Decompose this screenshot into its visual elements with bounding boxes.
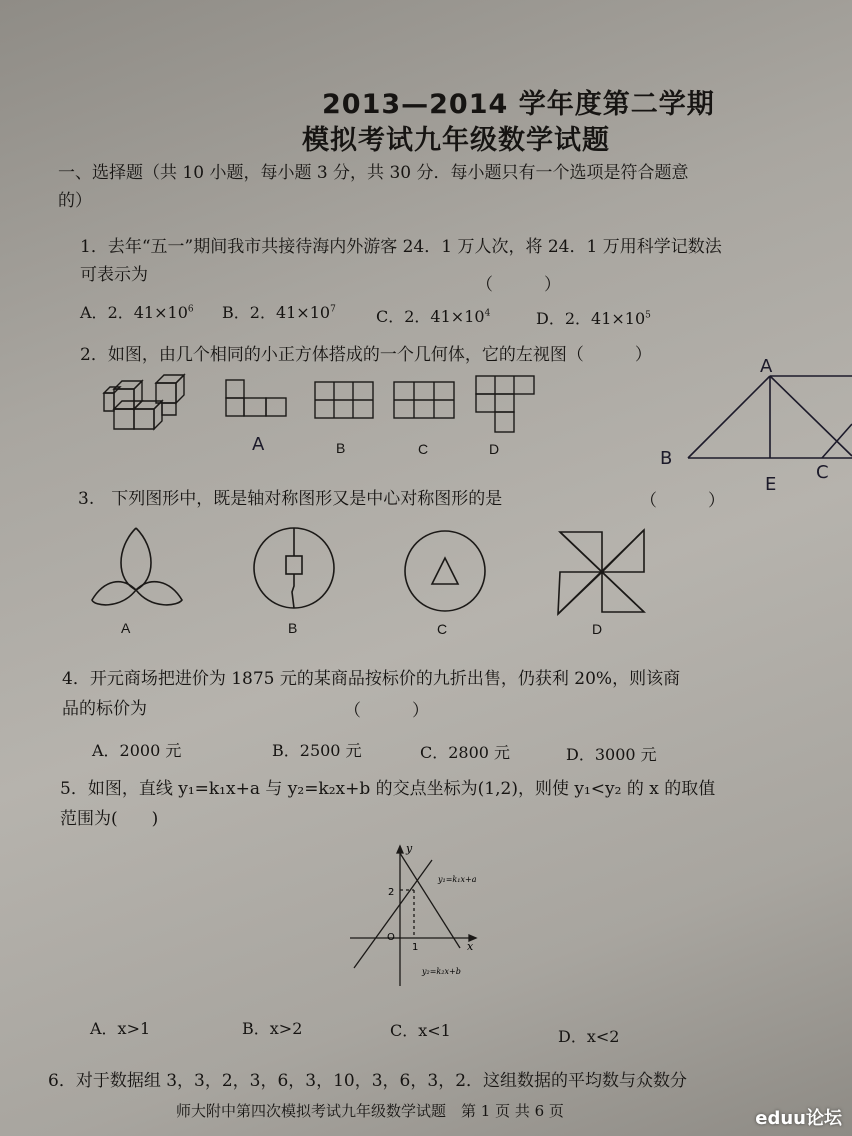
q2-view-d <box>474 374 538 436</box>
q3-text: 3. 下列图形中，既是轴对称图形又是中心对称图形的是 <box>78 489 503 509</box>
q5-y-axis-label: y <box>406 842 413 855</box>
q3-figure-c <box>402 528 488 614</box>
q5-option-b: B．x>2 <box>242 1019 303 1038</box>
q2-label-a: A <box>252 434 265 455</box>
q5-tick-x: 1 <box>412 942 419 953</box>
q4-option-b: B．2500 元 <box>272 741 362 760</box>
q1-option-c: C．2．$41\times 10^4$ <box>376 307 491 326</box>
q4-text-line-2: 品的标价为 <box>62 699 147 719</box>
page-footer: 师大附中第四次模拟考试九年级数学试题 第 1 页 共 6 页 <box>176 1102 564 1120</box>
q1-answer-paren: （ ） <box>476 275 561 295</box>
q2-view-c <box>392 380 456 422</box>
side-label-e: E <box>765 474 777 495</box>
q2-view-a <box>224 378 290 420</box>
title-line-2: 模拟考试九年级数学试题 <box>302 125 610 156</box>
q2-label-c: C <box>418 441 429 457</box>
q2-cube-figure <box>100 365 200 437</box>
q3-figure-b <box>250 524 340 612</box>
q5-line2-label: y₂=k₂x+b <box>422 967 461 976</box>
q4-option-c: C．2800 元 <box>420 743 511 762</box>
q3-label-b: B <box>288 620 298 636</box>
section-heading-cont: 的） <box>58 191 92 211</box>
q3-figure-d <box>554 526 650 618</box>
q6-text: 6．对于数据组 3，3，2，3，6，3，10，3，6，3，2．这组数据的平均数与众数分 <box>48 1071 688 1091</box>
q5-graph <box>342 840 492 990</box>
q5-text-line-2: 范围为( ) <box>60 809 159 829</box>
q1-text-line-1: 1．去年“五一”期间我市共接待海内外游客 24．1 万人次，将 24．1 万用科学记数法 <box>80 237 722 257</box>
q3-figure-a <box>86 524 186 612</box>
title-line-1: 2013—2014 学年度第二学期 <box>322 89 715 120</box>
q1-option-b: B．2．$41\times 10^7$ <box>222 303 336 322</box>
q2-text: 2．如图，由几个相同的小正方体搭成的一个几何体，它的左视图（ ） <box>80 345 652 365</box>
q5-option-c: C．x<1 <box>390 1021 451 1040</box>
side-label-c: C <box>816 462 829 483</box>
q4-option-a: A．2000 元 <box>92 741 182 760</box>
q2-label-b: B <box>336 440 346 456</box>
q1-option-a: A．2．$41\times 10^6$ <box>80 303 194 322</box>
q5-option-d: D．x<2 <box>558 1027 620 1046</box>
q4-text-line-1: 4．开元商场把进价为 1875 元的某商品按标价的九折出售，仍获利 20%，则该商 <box>62 669 681 689</box>
q3-answer-paren: （ ） <box>640 491 725 511</box>
q1-option-d: D．2．$41\times 10^5$ <box>536 309 651 328</box>
side-label-a: A <box>760 356 773 377</box>
q2-view-b <box>313 380 375 422</box>
q3-label-d: D <box>592 621 603 637</box>
q5-text-line-1: 5．如图，直线 y₁=k₁x+a 与 y₂=k₂x+b 的交点坐标为(1,2)，则使 y₁<y₂ 的 x 的取值 <box>60 779 716 799</box>
side-label-b: B <box>660 448 673 469</box>
q3-label-c: C <box>437 621 448 637</box>
q5-x-axis-label: x <box>467 940 474 953</box>
q4-answer-paren: （ ） <box>344 701 429 721</box>
q5-tick-y: 2 <box>388 887 395 898</box>
q4-option-d: D．3000 元 <box>566 745 657 764</box>
q1-text-line-2: 可表示为 <box>80 265 148 285</box>
q2-label-d: D <box>489 441 500 457</box>
q5-line1-label: y₁=k₁x+a <box>438 875 477 884</box>
section-heading: 一、选择题（共 10 小题，每小题 3 分，共 30 分．每小题只有一个选项是符合题意 <box>58 163 689 183</box>
q5-option-a: A．x>1 <box>90 1019 151 1038</box>
watermark: eduu论坛 <box>755 1108 842 1129</box>
side-triangle-figure <box>670 362 852 472</box>
q3-label-a: A <box>121 620 131 636</box>
q5-origin-label: O <box>387 932 395 943</box>
